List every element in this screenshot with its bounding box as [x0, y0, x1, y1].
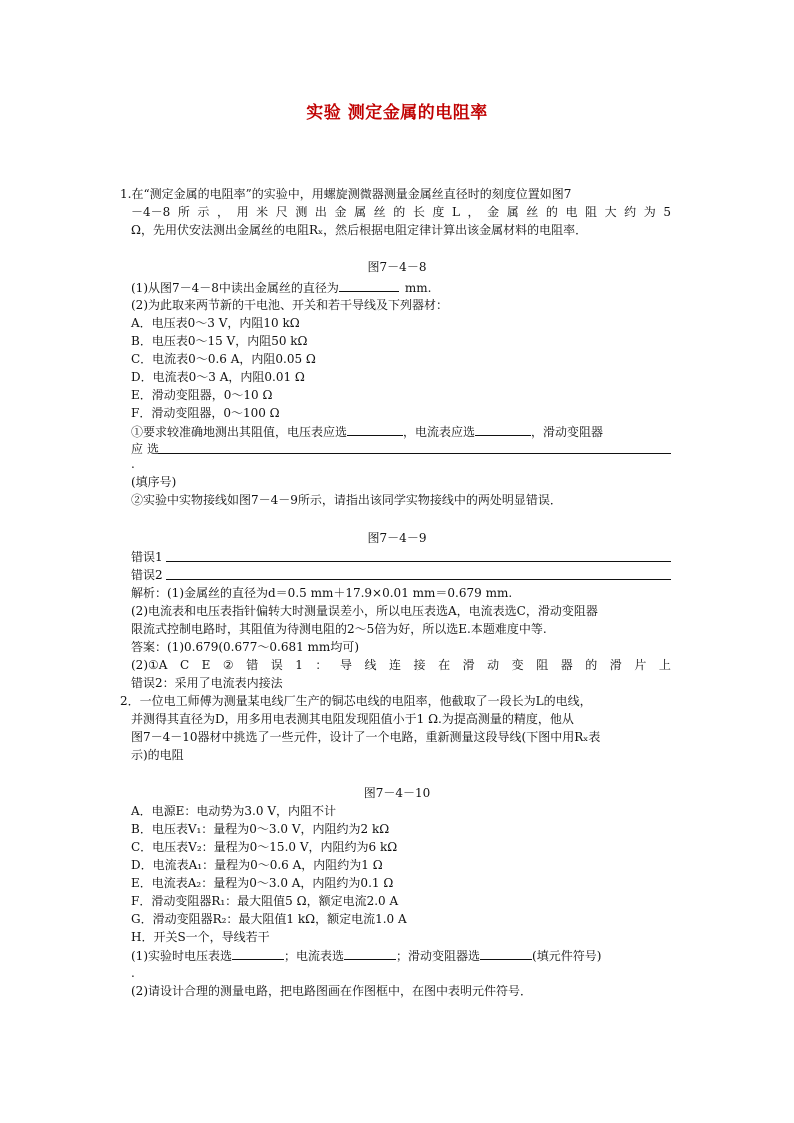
q2-text-1: 一位电工师傅为测量某电线厂生产的铜芯电线的电阻率，他截取了一段长为L的电线，: [139, 694, 592, 708]
q2-sub-2: (2)请设计合理的测量电路，把电路图画在作图框中，在图中表明元件符号．: [131, 984, 533, 998]
q2-line-3: 图7－4－10器材中挑选了一些元件，设计了一个电路，重新测量这段导线(下图中用Rₓ表: [131, 730, 601, 744]
q2-number: 2．: [120, 694, 140, 708]
answer-part: 1: [295, 658, 303, 672]
q2-voltmeter-blank[interactable]: [232, 947, 284, 960]
q2-sub-1: [131, 947, 671, 965]
q1-option: A．电压表0～3 V，内阻10 kΩ: [131, 316, 300, 330]
answer-line-2: [131, 657, 671, 674]
q1-sub-1: [131, 279, 671, 297]
q1-option: F．滑动变阻器，0～100 Ω: [131, 406, 280, 420]
answer-part: 接: [413, 658, 426, 672]
q2-item: A．电源E：电动势为3.0 V，内阻不计: [131, 804, 336, 818]
q1-number: 1.: [120, 187, 132, 201]
q1-option: E．滑动变阻器，0～10 Ω: [131, 388, 273, 402]
ammeter-answer-blank[interactable]: [475, 423, 531, 436]
q1-sub-1-unit: mm.: [404, 281, 432, 295]
q2-item: B．电压表V₁：量程为0～3.0 V，内阻约为2 kΩ: [131, 822, 390, 836]
error-1-blank[interactable]: [166, 561, 671, 562]
q2-sub-1-text-c: ；滑动变阻器选: [396, 949, 481, 963]
q1-sub-1-text: (1)从图7－4－8中读出金属丝的直径为: [131, 281, 339, 295]
q2-line-4: 示)的电阻: [131, 748, 184, 762]
answer-part: E: [201, 658, 211, 672]
q1-line-1: [120, 186, 660, 203]
q2-ammeter-blank[interactable]: [344, 947, 396, 960]
answer-part: 动: [487, 658, 500, 672]
q1-choice-text-d: 应选: [131, 442, 164, 456]
q1-fill-note: (填序号): [131, 475, 177, 489]
q1-option: B．电压表0～15 V，内阻50 kΩ: [131, 334, 308, 348]
answer-part: 阻: [536, 658, 549, 672]
q1-text-1: 在“测定金属的电阻率”的实验中，用螺旋测微器测量金属丝直径时的刻度位置如图7: [131, 187, 572, 201]
figure-caption-7-4-8: 图7－4－8: [367, 260, 427, 274]
answer-line-3: 错误2：采用了电流表内接法: [131, 676, 283, 690]
answer-part: C: [179, 658, 190, 672]
answer-blank[interactable]: [339, 279, 399, 292]
answer-part: ②: [222, 658, 234, 672]
rheostat-answer-blank[interactable]: [158, 453, 671, 454]
answer-part: (2)①A: [131, 658, 168, 672]
answer-part: 变: [511, 658, 524, 672]
figure-caption-7-4-9: 图7－4－9: [367, 531, 427, 545]
analysis-line-3: 限流式控制电路时，其阻值为待测电阻的2～5倍为好，所以选E.本题难度中等.: [131, 622, 547, 636]
q2-item: F．滑动变阻器R₁：最大阻值5 Ω，额定电流2.0 A: [131, 894, 399, 908]
error-2-label: 错误2: [131, 568, 163, 582]
q2-item: C．电压表V₂：量程为0～15.0 V，内阻约为6 kΩ: [131, 840, 398, 854]
answer-part: 在: [438, 658, 451, 672]
q1-option: C．电流表0～0.6 A，内阻0.05 Ω: [131, 352, 316, 366]
answer-part: 的: [585, 658, 598, 672]
error-1-label: 错误1: [131, 550, 163, 564]
voltmeter-answer-blank[interactable]: [347, 423, 403, 436]
q1-sub-2: (2)为此取来两节新的干电池、开关和若干导线及下列器材：: [131, 298, 449, 312]
answer-part: 滑: [609, 658, 622, 672]
q1-line-2: －4－8所示，用米尺测出金属丝的长度L，金属丝的电阻大约为5: [131, 205, 671, 219]
q1-choice-text-c: ，滑动变阻器: [531, 425, 604, 439]
answer-line-1: 答案：(1)0.679(0.677～0.681 mm均可): [131, 640, 359, 654]
q2-dot: .: [131, 966, 135, 980]
analysis-line-1: 解析：(1)金属丝的直径为d＝0.5 mm＋17.9×0.01 mm＝0.679 mm.: [131, 586, 513, 600]
q2-item: D．电流表A₁：量程为0～0.6 A，内阻约为1 Ω: [131, 858, 383, 872]
answer-part: ：: [315, 658, 328, 672]
q1-dot: .: [131, 457, 135, 471]
answer-part: 错: [246, 658, 259, 672]
q1-option: D．电流表0～3 A，内阻0.01 Ω: [131, 370, 305, 384]
answer-part: 连: [389, 658, 402, 672]
q2-item: E．电流表A₂：量程为0～3.0 A，内阻约为0.1 Ω: [131, 876, 394, 890]
q1-choice-text-a: ①要求较准确地测出其阻值，电压表应选: [131, 425, 348, 439]
answer-part: 器: [560, 658, 573, 672]
answer-part: 滑: [462, 658, 475, 672]
figure-caption-7-4-10: 图7－4－10: [363, 786, 431, 800]
answer-part: 导: [339, 658, 352, 672]
q2-item: G．滑动变阻器R₂：最大阻值1 kΩ，额定电流1.0 A: [131, 912, 407, 926]
q2-rheostat-blank[interactable]: [480, 947, 532, 960]
q2-sub-1-text-d: (填元件符号): [532, 949, 602, 963]
q2-line-1: [120, 693, 660, 710]
answer-part: 上: [658, 658, 671, 672]
q1-choice-line: [131, 423, 671, 441]
q2-line-2: 并测得其直径为D，用多用电表测其电阻发现阻值小于1 Ω.为提高测量的精度，他从: [131, 712, 574, 726]
answer-part: 误: [270, 658, 283, 672]
error-2-blank[interactable]: [166, 579, 671, 580]
q1-choice-text-b: ，电流表应选: [403, 425, 476, 439]
q1-line-3: Ω，先用伏安法测出金属丝的电阻Rₓ，然后根据电阻定律计算出该金属材料的电阻率．: [131, 223, 588, 237]
q2-sub-1-text-b: ；电流表选: [284, 949, 345, 963]
q2-sub-1-text-a: (1)实验时电压表选: [131, 949, 232, 963]
analysis-line-2: (2)电流表和电压表指针偏转大时测量误差小，所以电压表选A，电流表选C，滑动变阻器: [131, 604, 598, 618]
page-title: 实验 测定金属的电阻率: [306, 103, 488, 123]
answer-part: 线: [364, 658, 377, 672]
q2-item: H．开关S一个，导线若干: [131, 930, 270, 944]
answer-part: 片: [634, 658, 647, 672]
q1-sub-2-2: ②实验中实物接线如图7－4－9所示，请指出该同学实物接线中的两处明显错误．: [131, 493, 562, 507]
